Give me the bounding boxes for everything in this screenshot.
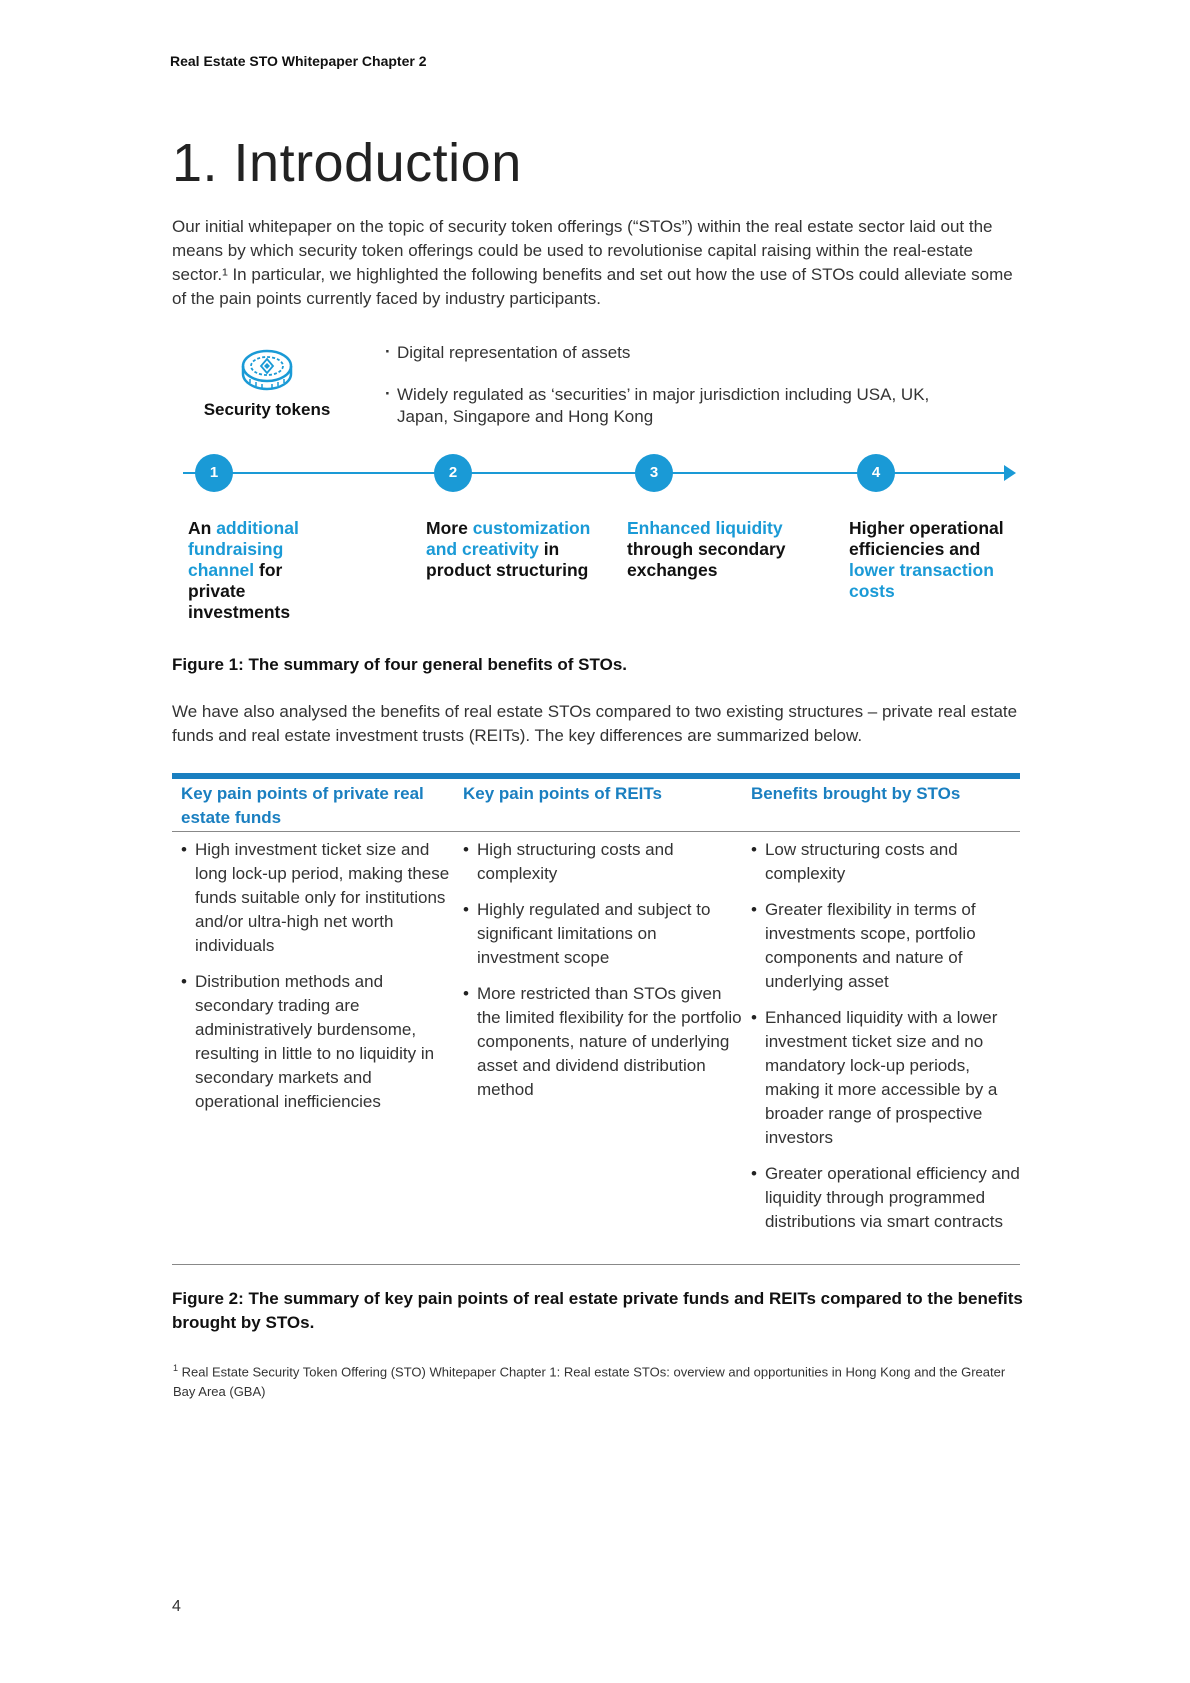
token-point: · Widely regulated as ‘securities’ in major jurisdiction including USA, UK, Japan, Singapore and Hong Kong — [385, 384, 985, 428]
benefit-highlight: Enhanced liquidity — [627, 518, 783, 538]
step-number-1: 1 — [195, 454, 233, 492]
running-header: Real Estate STO Whitepaper Chapter 2 — [170, 53, 427, 69]
benefit-text: More — [426, 518, 473, 538]
list-item: • High investment ticket size and long lock-up period, making these funds suitable only for institutions and/or ultra-high net worth individuals — [181, 838, 454, 958]
benefit-text: for private investments — [188, 560, 291, 622]
benefit-text: An — [188, 518, 217, 538]
benefit-text: Higher operational efficiencies and — [849, 518, 1004, 559]
list-item: • Highly regulated and subject to significant limitations on investment scope — [463, 898, 742, 970]
footnote-marker: 1 — [173, 1363, 179, 1373]
step-number-2: 2 — [434, 454, 472, 492]
comparison-table — [172, 779, 1020, 1265]
list-item: • Greater flexibility in terms of investments scope, portfolio components and nature of underlying asset — [751, 898, 1020, 994]
list-item: • High structuring costs and complexity — [463, 838, 742, 886]
timeline-arrow-icon — [1004, 465, 1016, 481]
table-header-reits: Key pain points of REITs — [463, 784, 662, 803]
security-tokens-label: Security tokens — [203, 400, 331, 419]
benefit-text: in product structuring — [426, 539, 589, 580]
footnote-text: Real Estate Security Token Offering (STO) Whitepaper Chapter 1: Real estate STOs: overview and opportunities in Hong Kong and the Greater Bay Area (GBA) — [173, 1364, 1006, 1400]
analysis-paragraph: We have also analysed the benefits of real estate STOs compared to two existing structures – private real estate funds and real estate investment trusts (REITs). The key differences are summarized below. — [172, 702, 1018, 745]
table-col-stos — [742, 832, 1020, 1264]
footnote — [173, 1358, 1013, 1402]
list-item: • Low structuring costs and complexity — [751, 838, 1020, 886]
table-header-private-funds: Key pain points of private real estate funds — [181, 784, 424, 827]
benefit-highlight: additional fundraising channel — [188, 518, 299, 580]
table-body-row — [172, 832, 1020, 1265]
page-number: 4 — [172, 1598, 181, 1615]
benefit-step-4 — [849, 518, 1009, 602]
figure-1-caption: Figure 1: The summary of four general benefits of STOs. — [172, 655, 627, 674]
benefit-highlight: lower transaction costs — [849, 560, 994, 601]
benefit-step-3 — [627, 518, 802, 581]
token-coin-icon — [240, 348, 294, 392]
table-header-stos: Benefits brought by STOs — [750, 784, 961, 803]
list-item: • Greater operational efficiency and liquidity through programmed distributions via smart contracts — [751, 1162, 1020, 1234]
table-header-row — [172, 779, 1020, 832]
figure-2-caption: Figure 2: The summary of key pain points of real estate private funds and REITs compared to the benefits brought by STOs. — [172, 1289, 1023, 1332]
intro-paragraph: Our initial whitepaper on the topic of security token offerings (“STOs”) within the real estate sector laid out the means by which security token offerings could be used to revolutionise capital raising within the real-estate sector.¹ In particular, we highlighted the following benefits and set out how the use of STOs could alleviate some of the pain points currently faced by industry participants. — [172, 217, 1013, 308]
token-points-list — [385, 342, 985, 448]
step-number-3: 3 — [635, 454, 673, 492]
step-number-4: 4 — [857, 454, 895, 492]
table-col-private-funds — [172, 832, 454, 1264]
benefit-step-2 — [426, 518, 601, 581]
benefit-text: through secondary exchanges — [627, 539, 786, 580]
benefit-highlight: customization and creativity — [426, 518, 591, 559]
list-item: • More restricted than STOs given the limited flexibility for the portfolio components, nature of underlying asset and dividend distribution method — [463, 982, 742, 1102]
table-col-reits — [454, 832, 742, 1264]
benefit-step-1 — [188, 518, 323, 623]
list-item: • Distribution methods and secondary trading are administratively burdensome, resulting in little to no liquidity in secondary markets and operational inefficiencies — [181, 970, 454, 1114]
token-point: · Digital representation of assets — [385, 342, 985, 364]
list-item: • Enhanced liquidity with a lower investment ticket size and no mandatory lock-up periods, making it more accessible by a broader range of prospective investors — [751, 1006, 1020, 1150]
section-title: 1. Introduction — [172, 133, 522, 193]
